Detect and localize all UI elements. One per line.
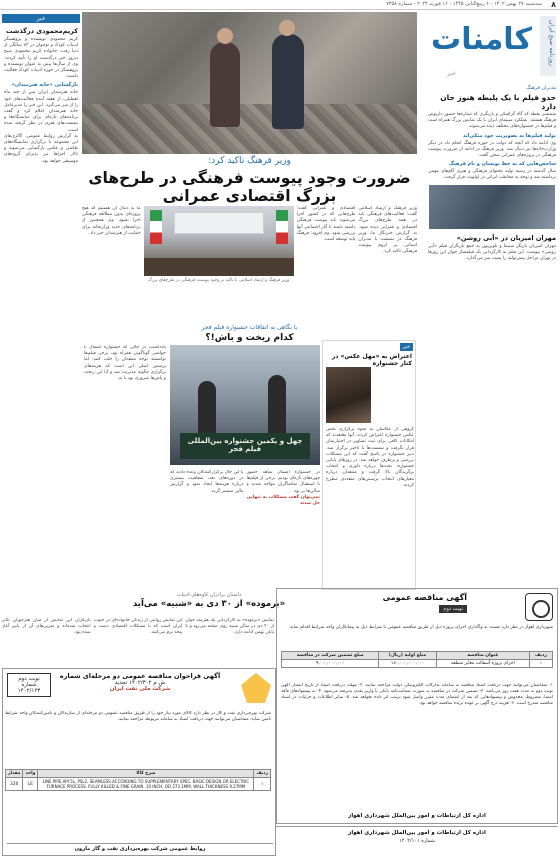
table-shape [144, 258, 294, 276]
nioc-header [45, 672, 235, 692]
right-highlight: تولید فیلم‌ها به تصویرنت خود متکی‌اند [462, 132, 556, 139]
feature-column: این نمایش روایتی از زندگی خانواده‌ای در جنوب ایران است که با مشکلات اقتصادی دست و پنجه نرم می‌کنند. [93, 618, 183, 636]
middle-column: با این حال برگزارکنندگان وعده دادند که در دوره‌های بعد، شفافیت بیشتری درباره هزینه‌ها ایجاد شود و گزارش مالی منتشر گردد. [170, 470, 244, 494]
lead-body [82, 206, 417, 320]
left-paragraph: خانه هنرمندان ایران پس از چند ماه تعطیلی، از هفته آینده فعالیت‌های خود را از سر می‌گیرد. این خبر را مدیرعامل خانه هنرمندان اعلام کرد و گفت برنامه‌های تازه‌ای برای نمایشگاه‌ها و نشست‌های هنری در نظر گرفته شده است. [4, 90, 78, 133]
person-figure [210, 42, 240, 127]
middle-quote: نمی‌توان گفت مشکلات به تنهایی حل شدند [246, 494, 320, 507]
nioc-table-header: شرح کالا [38, 770, 254, 778]
person-figure [268, 375, 286, 435]
tender-table-header: عنوان مناقصه [436, 652, 529, 660]
lead-headline: ضرورت وجود پیوست فرهنگی در طرح‌های بزرگ اقتصادی عمرانی [88, 169, 411, 205]
lead-kicker: وزیر فرهنگ تاکید کرد: [208, 156, 291, 166]
right-article [426, 84, 558, 664]
right-subtitle: مهران امیریان در «آبی روشن» [456, 233, 556, 242]
middle-photo [170, 345, 320, 465]
left-paragraph: کریم محمودی نویسنده و پژوهشگر ادبیات کودک و نوجوان در ۷۳ سالگی از دنیا رفت. خانواده کریم محمودی صبح دیروز خبر درگذشت او را تأیید کردند. وی از سال‌ها پیش به عنوان نویسنده و پژوهشگر در حوزه ادبیات کودک فعالیت داشت. [4, 37, 78, 80]
middle-title: کدام ریخت و باش!؟ [205, 333, 294, 343]
footer-line2: شماره ۱۴۰۲/۱۰۱ [399, 838, 435, 844]
left-column [2, 12, 80, 652]
masthead [428, 12, 560, 79]
left-section-label: خبر [2, 14, 80, 23]
table-cell: ۱ [530, 660, 553, 668]
lead-column: وزیر فرهنگ و ارشاد اسلامی گفت: فعالیت‌های فرهنگی باید در همه طرح‌های بزرگ اقتصادی و عمرانی دیده شود. به گزارش خبرنگار ما، وزیر فرهنگ در نشست با مدیران استانی بر لزوم پیوست فرهنگی تاکید کرد. [358, 206, 417, 255]
flag-icon [150, 210, 162, 244]
feature-body [2, 618, 274, 662]
nioc-line3: شرکت ملی نفت ایران [109, 686, 171, 692]
tender-intro: شهرداری اهواز در نظر دارد نسبت به واگذاری اجرای پروژه ذیل از طریق مناقصه عمومی با شرایط ذیل به پیمانکاران واجد شرایط اقدام نماید. [288, 625, 553, 630]
top-bar [0, 0, 560, 10]
table-cell: ۱۸۰,۰۰۰,۰۰۰,۰۰۰ [379, 660, 436, 668]
lead-photo-caption: وزیر فرهنگ و ارشاد اسلامی با تاکید بر وجود پیوست فرهنگی در طرح‌های بزرگ [148, 278, 290, 283]
feature-kicker: داستان برادران کاوه‌های ادبیات [176, 592, 242, 598]
stage-text: چهل و یکمین جشنواره بین‌المللی فیلم فجر [187, 437, 303, 453]
tender-badge: نوبت دوم [439, 605, 467, 613]
nioc-description: شرکت بهره‌برداری نفت و گاز در نظر دارد کالای مورد نیاز خود را از طریق مناقصه عمومی دو مرحله‌ای از سازندگان و تامین‌کنندگان واجد شرایط تامین نماید. متقاضیان می‌توانند جهت دریافت اسناد به سامانه مربوطه مراجعه نمایند. [5, 711, 271, 722]
right-paragraph: وی ادامه داد که آنچه که دولت در حوزه فرهنگ انجام داد در دیگر وزارت‌خانه‌ها نیز دنبال شد. وزیر فرهنگ در ادامه از ضرورت پیوست فرهنگی در پروژه‌های عمرانی سخن گفت. [428, 140, 556, 159]
footer-line1: اداره کل ارتباطات و امور بین‌الملل شهرداری اهواز [348, 830, 486, 836]
tender-table-header: مبلغ اولیه (ریال) [379, 652, 436, 660]
nioc-table [5, 769, 271, 791]
tender-ad [276, 588, 558, 824]
table-row [282, 660, 553, 668]
municipality-logo-icon [525, 593, 553, 621]
nioc-table-header: واحد [23, 770, 38, 778]
left-paragraph: به گزارش روابط عمومی، گالری‌های این مجموعه با برگزاری نمایشگاه‌های نقاشی و عکس بازگشایی می‌شوند و تالار اجراها نیز پذیرای گروه‌های موسیقی خواهد بود. [4, 133, 78, 164]
table-cell: ۹,۰۰۰,۰۰۰,۰۰۰ [282, 660, 379, 668]
nioc-footer: روابط عمومی شرکت بهره‌برداری نفت و گاز مارون [7, 843, 273, 852]
middle-kicker: با نگاهی به اتفاقات جشنواره فیلم فجر [201, 324, 298, 331]
tender-footer-strip [276, 826, 558, 854]
newspaper-logo: کامنات [431, 22, 532, 57]
side-label: خبر [400, 343, 413, 351]
person-figure [272, 34, 304, 129]
side-text-body: گروهی از عکاسان به نحوه برگزاری بخش عکس جشنواره اعتراض کردند. آنها معتقدند که امکانات کافی برای ثبت تصاویر در اختیارشان قرار نگرفت و نشست‌ها با تاخیر برگزار شد. دبیر جشنواره در پاسخ گفت که این مشکلات بررسی و برطرف خواهد شد. [326, 427, 414, 464]
section-tag: خبر [447, 70, 456, 77]
tender-title: آگهی مناقصه عمومی [382, 593, 467, 602]
table-cell: اجرای پروژه آسفالت معابر منطقه [436, 660, 529, 668]
feature-title: «برموده» از ۳۰ دی به «شبیه» می‌آید [132, 599, 286, 609]
main-photo [82, 12, 417, 154]
side-title: اعتراض به «مهل عکس» در کنار جشنواره [331, 353, 412, 367]
right-kicker: مدیران فرهنگ [526, 85, 556, 91]
tender-table-header: مبلغ تضمین شرکت در مناقصه [282, 652, 379, 660]
right-paragraph: مهران امیریان بازیگر سینما و تلویزیون به جمع بازیگران فیلم «آبی روشن» پیوست. این فیلم به کارگردانی یک فیلمساز جوان این روزها در تهران مراحل پیش‌تولید را پشت سر می‌گذارد. [428, 243, 556, 262]
nioc-ad [2, 668, 276, 856]
nioc-logo-icon [241, 673, 271, 703]
middle-left-text: یادداشت، در حالی که جشنواره امسال با حواشی گوناگونی همراه بود، برخی فیلم‌ها توانستند توجه منتقدان را جلب کنند. اما پرسش اصلی این است که هزینه‌های برگزاری چگونه مدیریت شد و آیا این ریخت و پاش‌ها ضروری بود یا نه. [84, 345, 166, 382]
middle-center-text [170, 470, 320, 588]
tender-table [281, 651, 553, 668]
banner-shape [174, 212, 264, 234]
right-paragraph: سال گذشته در زمینه تولید محتوای فرهنگی و هنری گام‌های مهمی برداشته شد و توجه به مخاطب ایرانی در اولویت قرار گرفت. [428, 169, 556, 181]
side-news-box [322, 340, 416, 590]
right-paragraph: شمشیر نقطه که گاه گرافیکی و بازیگری که ستاره‌ها حضور داریوش فرهنگ هستند. عملکرد سینمای ایران با یک نمایش بزرگ همراه است و فیلم‌ها در جشنواره‌های مختلف دیده می‌شوند. [428, 112, 556, 130]
nioc-line1: آگهی فراخوان مناقصه عمومی دو مرحله‌ای شماره [59, 672, 221, 680]
page-number: ۸ [551, 0, 556, 9]
middle-column [247, 470, 321, 588]
lead-photo [144, 206, 294, 276]
masthead-vertical-label: روزنامه صبح ایران [548, 20, 555, 66]
nioc-table-header: مقدار [6, 770, 23, 778]
lead-column: ما به دنبال آن هستیم که هیچ پروژه‌ای بدون مطالعه فرهنگی اجرا نشود. وی همچنین از برنامه‌های جدید وزارتخانه برای حمایت از هنرمندان خبر داد. [81, 206, 141, 236]
round-sub: شماره ۱۴۰۲/۱۲۳ [17, 682, 41, 694]
right-photo [429, 185, 555, 229]
tender-terms: ۱- متقاضیان می‌توانند جهت دریافت اسناد مناقصه به سامانه تدارکات الکترونیکی دولت مراجعه نمایند. ۲- مهلت دریافت اسناد از تاریخ انتشار آگهی نوبت دوم به مدت هفت روز می‌باشد. ۳- تضمین شرکت در مناقصه به صورت ضمانت‌نامه بانکی یا واریز نقدی پذیرفته می‌شود. ۴- به پیشنهادهای فاقد امضا، مشروط، مخدوش و پیشنهادهایی که بعد از انقضای مدت مقرر واصل شود ترتیب اثر داده نخواهد شد. ۵- سایر اطلاعات و جزئیات در اسناد مناقصه مندرج است. ۶- هزینه درج آگهی بر عهده برنده مناقصه خواهد بود. [281, 683, 553, 706]
table-cell: LE [23, 778, 38, 791]
person-figure [198, 381, 216, 441]
left-headline: کریم‌محمودی درگذشت [6, 27, 78, 35]
dateline: سه‌شنبه ۲۷ بهمن ۱۴۰۲ - ۶ ربیع‌الثانی ۱۴۴۵ - ۱۶ فوریه ۲۰۲۴ - شماره ۷۳۵۸ [386, 1, 542, 7]
tender-footer: اداره کل ارتباطات و امور بین‌الملل شهرداری اهواز [348, 813, 486, 819]
flag-icon [276, 210, 288, 244]
right-title: حدو فیلم با یک پلیطه هنوز جان دارد [440, 93, 556, 111]
table-cell: 320 [6, 778, 23, 791]
nioc-table-header: ردیف [254, 770, 271, 778]
left-subheading: بازگشایی «خانه هنرمندان» [11, 82, 78, 89]
lead-column: اقتصادی و عمرانی گفت: طرح‌هایی که در کشور اجرا می‌شوند باید پیوست فرهنگی داشته باشند تا آثار اجتماعی آنها بررسی شود. وی افزود: فرهنگ پایه توسعه است. [296, 206, 356, 243]
table-row [6, 778, 271, 791]
nioc-line2: ش م ۱۴۰۲/۳۰۲ تجدید [114, 680, 166, 686]
middle-column-text: در جشنواره امسال شاهد حضور چهره‌های تازه‌ای بودیم. برخی از فیلم‌ها با استقبال تماشاگران مواجه شدند و سالن‌ها پر بود. [246, 470, 320, 494]
side-photo [326, 367, 371, 423]
table-cell: LINE PIPE,API 5L, PSL2, SEAMLESS ACCORDING TO SUPPLEMENTARY SPEC. BASIC DESIGN OR ELECTRIC FURNACE PROCESS, FULLY KILLED & FINE GRAIN. 10 INCH, OD 273.1MM, WALL THICKNESS 9.27MM [38, 778, 254, 791]
feature-column: بازیگران این نمایش از میان هنرجویان تئاتر انتخاب شده‌اند و تمرین‌های آن از پاییز آغاز شده بود. [1, 618, 91, 636]
feature-column: نمایش «برموده» به کارگردانی یک هنرمند جوان از ۳۰ دی در سالن شبیه روی صحنه می‌رود و تا پایان بهمن ادامه دارد. [185, 618, 274, 636]
right-highlight: شاخص‌هایی که به خط نویسان و نام فرهنگ [448, 161, 556, 168]
side-text-more: در روزهای پایانی جشنواره، بحث‌ها درباره داوری و انتخاب برگزیدگان بالا گرفت و منتقدان درباره معیارهای انتخاب پرسش‌های متعددی مطرح کردند. [326, 458, 414, 488]
table-cell: ۱ [254, 778, 271, 791]
lead-photo-wrap [144, 206, 294, 316]
round-label: نوبت دوم [18, 676, 40, 682]
lead-headline-block [82, 156, 417, 205]
side-text [326, 427, 414, 587]
tender-table-header: ردیف [530, 652, 553, 660]
rubble-shape [82, 104, 417, 154]
